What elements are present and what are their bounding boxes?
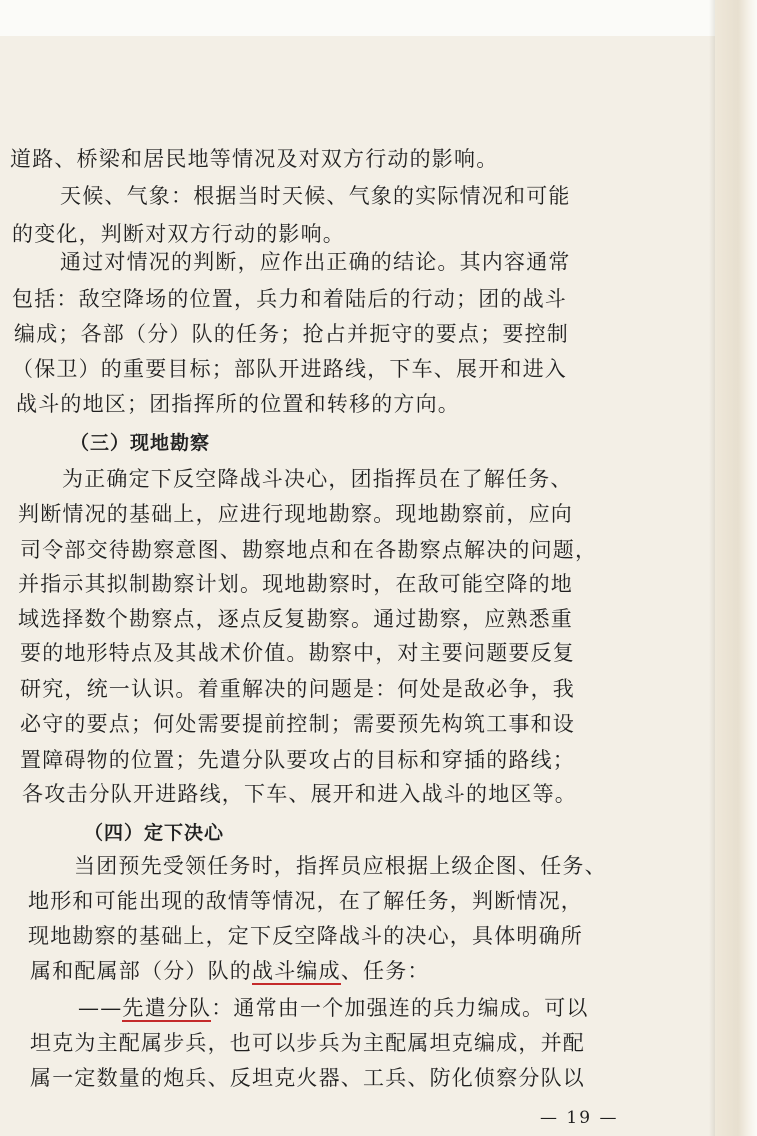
text-line: 道路、桥梁和居民地等情况及对双方行动的影响。 [10,147,499,171]
text-line: 坦克为主配属步兵，也可以步兵为主配属坦克编成，并配 [30,1031,585,1055]
text-run: 属和配属部（分）队的 [30,959,252,983]
text-line: 当团预先受领任务时，指挥员应根据上级企图、任务、 [74,854,607,878]
text-line: 研究，统一认识。着重解决的问题是：何处是敌必争，我 [20,677,575,701]
underlined-phrase: 战斗编成 [252,959,341,983]
text-run: 、任务： [340,959,430,983]
text-line: 包括：敌空降场的位置，兵力和着陆后的行动；团的战斗 [12,287,567,311]
text-line: 要的地形特点及其战术价值。勘察中，对主要问题要反复 [20,641,575,665]
text-line: 编成；各部（分）队的任务；抢占并扼守的要点；要控制 [14,322,569,346]
text-line: 属一定数量的炮兵、反坦克火器、工兵、防化侦察分队以 [30,1066,585,1090]
text-line: 必守的要点；何处需要提前控制；需要预先构筑工事和设 [20,712,575,736]
text-line: 并指示其拟制勘察计划。现地勘察时，在敌可能空降的地 [18,572,573,596]
em-dash: —— [78,996,123,1020]
text-line [30,959,430,984]
text-line: 各攻击分队开进路线，下车、展开和进入战斗的地区等。 [22,782,577,806]
text-line: 判断情况的基础上，应进行现地勘察。现地勘察前，应向 [18,502,573,526]
text-run: ：通常由一个加强连的兵力编成。可以 [211,996,589,1020]
top-margin [0,0,757,36]
page-number: — 19 — [540,1108,619,1128]
text-line: 通过对情况的判断，应作出正确的结论。其内容通常 [60,250,571,274]
text-line: （保卫）的重要目标；部队开进路线，下车、展开和进入 [12,357,567,381]
text-line: 为正确定下反空降战斗决心，团指挥员在了解任务、 [62,467,573,491]
page-edge [715,0,757,1136]
text-line: 天候、气象：根据当时天候、气象的实际情况和可能 [60,184,571,208]
underlined-phrase: 先遣分队 [122,996,212,1020]
section-heading: （四）定下决心 [84,822,225,844]
section-heading: （三）现地勘察 [70,432,211,454]
text-line: 的变化，判断对双方行动的影响。 [12,222,345,246]
text-line: 置障碍物的位置；先遣分队要攻占的目标和穿插的路线； [20,748,575,772]
text-line: 域选择数个勘察点，逐点反复勘察。通过勘察，应熟悉重 [18,607,573,631]
text-line: 战斗的地区；团指挥所的位置和转移的方向。 [16,392,460,416]
text-line: 现地勘察的基础上，定下反空降战斗的决心，具体明确所 [28,924,583,948]
text-line [78,996,589,1021]
text-line: 司令部交待勘察意图、勘察地点和在各勘察点解决的问题， [20,538,598,562]
text-line: 地形和可能出现的敌情等情况，在了解任务，判断情况， [28,889,583,913]
